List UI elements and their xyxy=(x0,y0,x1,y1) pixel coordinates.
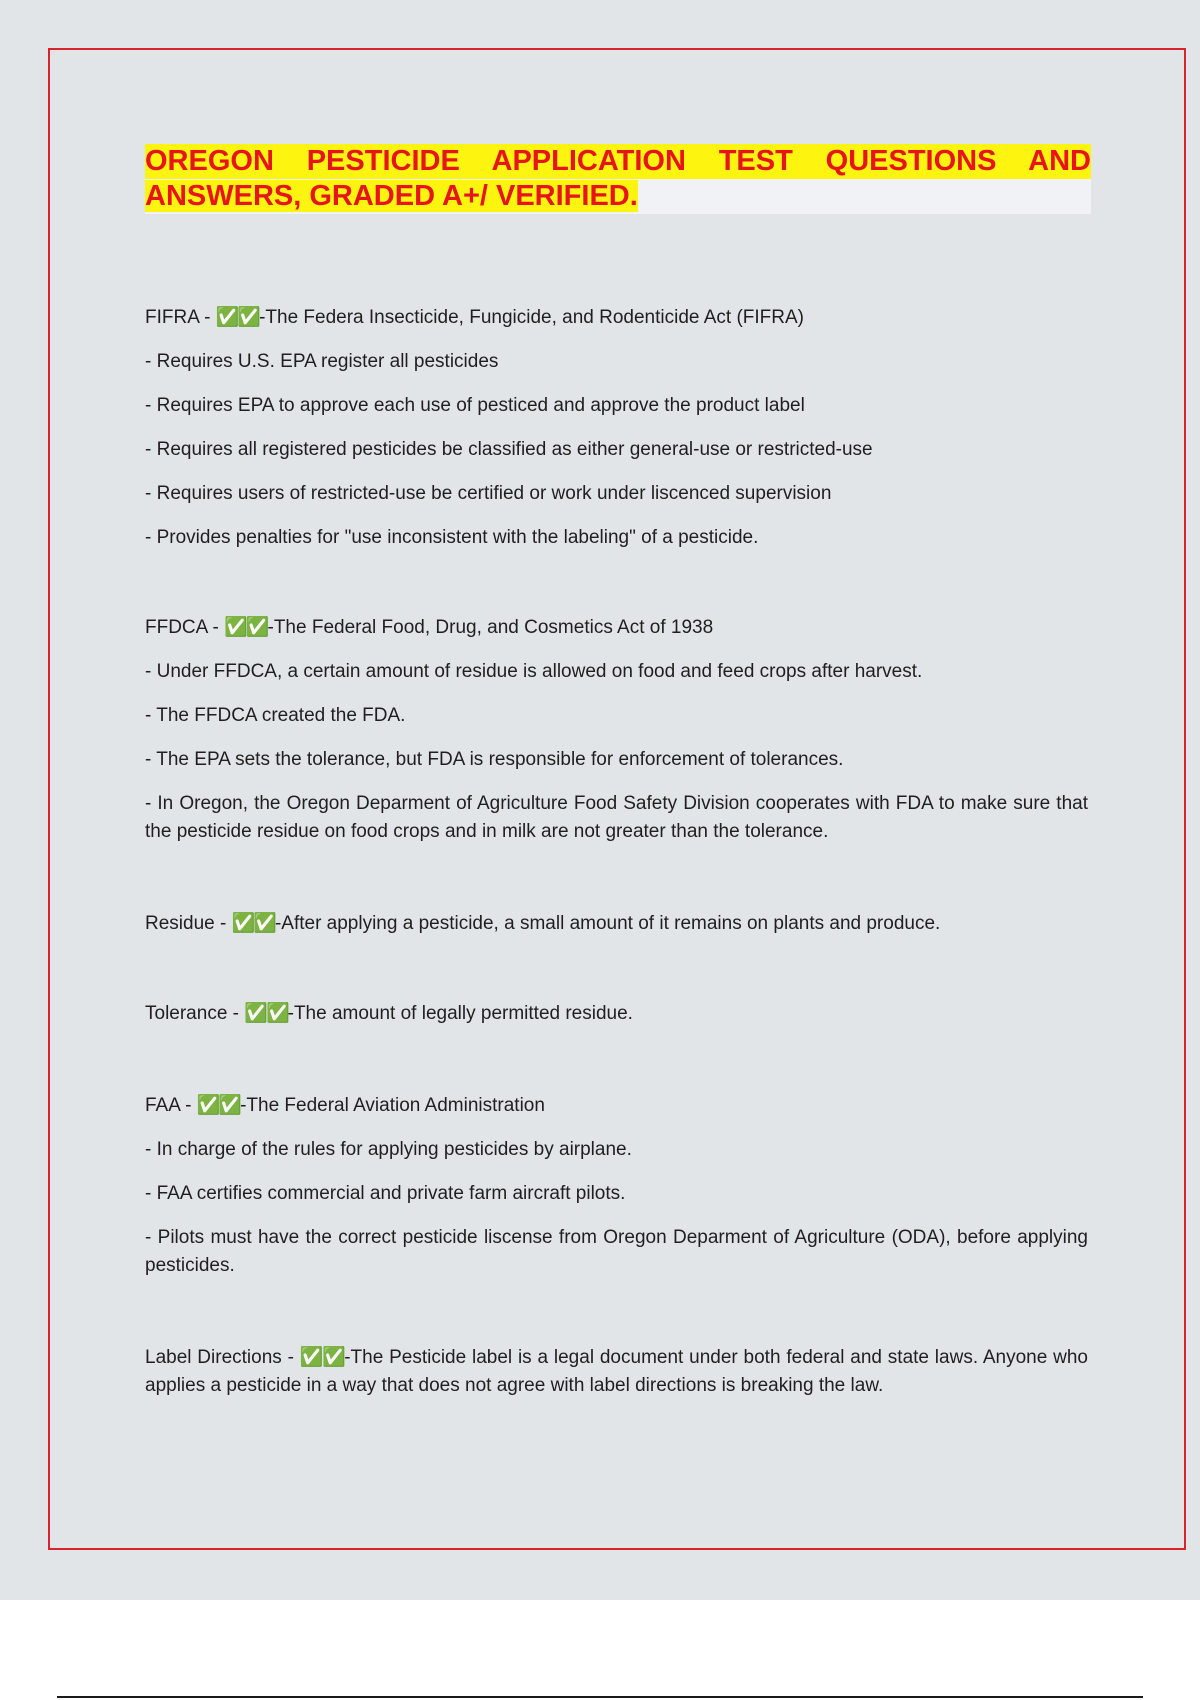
answer-point: - In charge of the rules for applying pesticides by airplane. xyxy=(145,1139,632,1160)
spacer xyxy=(145,1044,1088,1092)
definition: The Federal Aviation Administration xyxy=(246,1095,545,1116)
double-check-icon: ✅✅ xyxy=(244,1003,288,1024)
double-check-icon: ✅✅ xyxy=(196,1095,241,1116)
spacer xyxy=(145,954,1088,1000)
document-title xyxy=(145,144,1091,214)
term: Residue xyxy=(145,913,215,934)
answer-point: - Requires U.S. EPA register all pesticides xyxy=(145,351,499,372)
qa-entry-fifra xyxy=(145,304,1088,552)
answer-point: - Requires users of restricted-use be certified or work under liscenced supervision xyxy=(145,483,832,504)
definition: The Federal Food, Drug, and Cosmetics Act of 1938 xyxy=(273,617,714,638)
qa-entry-residue xyxy=(145,910,1088,938)
title-line-1: OREGON PESTICIDE APPLICATION TEST QUESTIONS AND xyxy=(145,145,1091,177)
qa-question: Residue - ✅✅-After applying a pesticide, a small amount of it remains on plants and produce. xyxy=(145,913,941,934)
qa-entry-faa xyxy=(145,1092,1088,1280)
title-line-2: ANSWERS, GRADED A+/ VERIFIED. xyxy=(145,180,638,212)
answer-point: - The FFDCA created the FDA. xyxy=(145,705,406,726)
answer-point: - Provides penalties for "use inconsistent with the labeling" of a pesticide. xyxy=(145,527,759,548)
answer-point: - FAA certifies commercial and private farm aircraft pilots. xyxy=(145,1183,626,1204)
qa-question: FAA - ✅✅-The Federal Aviation Administration xyxy=(145,1095,545,1116)
answer-point: - Requires all registered pesticides be classified as either general-use or restricted-use xyxy=(145,439,873,460)
answer-point: - Requires EPA to approve each use of pesticed and approve the product label xyxy=(145,395,805,416)
answer-point: - In Oregon, the Oregon Deparment of Agriculture Food Safety Division cooperates with FDA to make sure that the pesticide residue on food crops and in milk are not greater than the tolerance. xyxy=(145,793,1088,842)
answer-point: - The EPA sets the tolerance, but FDA is responsible for enforcement of tolerances. xyxy=(145,749,844,770)
double-check-icon: ✅✅ xyxy=(215,307,260,328)
term: FFDCA xyxy=(145,617,208,638)
answer-point: - Pilots must have the correct pesticide liscense from Oregon Deparment of Agriculture (ODA), before applying pesticides. xyxy=(145,1227,1088,1276)
definition: The amount of legally permitted residue. xyxy=(293,1003,633,1024)
title-line-2-wrapper xyxy=(145,179,1091,214)
qa-question: Label Directions - ✅✅-The Pesticide label is a legal document under both federal and state laws. Anyone who applies a pesticide in a way that does not agree with label directions is breaking the law. xyxy=(145,1347,1088,1396)
term: Label Directions xyxy=(145,1347,282,1368)
qa-entry-ffdca xyxy=(145,614,1088,846)
definition: The Pesticide label is a legal document under both federal and state laws. Anyone who applies a pesticide in a way that does not agree with label directions is breaking the law. xyxy=(145,1347,1088,1396)
double-check-icon: ✅✅ xyxy=(224,617,268,638)
double-check-icon: ✅✅ xyxy=(231,913,275,934)
spacer xyxy=(145,1296,1088,1344)
qa-entry-tolerance xyxy=(145,1000,1088,1028)
double-check-icon: ✅✅ xyxy=(299,1347,345,1368)
spacer xyxy=(145,568,1088,614)
term: Tolerance xyxy=(145,1003,228,1024)
definition: After applying a pesticide, a small amount of it remains on plants and produce. xyxy=(281,913,941,934)
answer-point: - Under FFDCA, a certain amount of residue is allowed on food and feed crops after harvest. xyxy=(145,661,923,682)
qa-list xyxy=(145,304,1088,1416)
qa-question: Tolerance - ✅✅-The amount of legally permitted residue. xyxy=(145,1003,633,1024)
qa-entry-label-directions xyxy=(145,1344,1088,1400)
qa-question: FFDCA - ✅✅-The Federal Food, Drug, and Cosmetics Act of 1938 xyxy=(145,617,714,638)
footer-divider xyxy=(57,1696,1143,1698)
term: FIFRA xyxy=(145,307,199,328)
definition: The Federa Insecticide, Fungicide, and Rodenticide Act (FIFRA) xyxy=(265,307,804,328)
qa-question: FIFRA - ✅✅-The Federa Insecticide, Fungicide, and Rodenticide Act (FIFRA) xyxy=(145,307,804,328)
term: FAA xyxy=(145,1095,180,1116)
spacer xyxy=(145,862,1088,910)
